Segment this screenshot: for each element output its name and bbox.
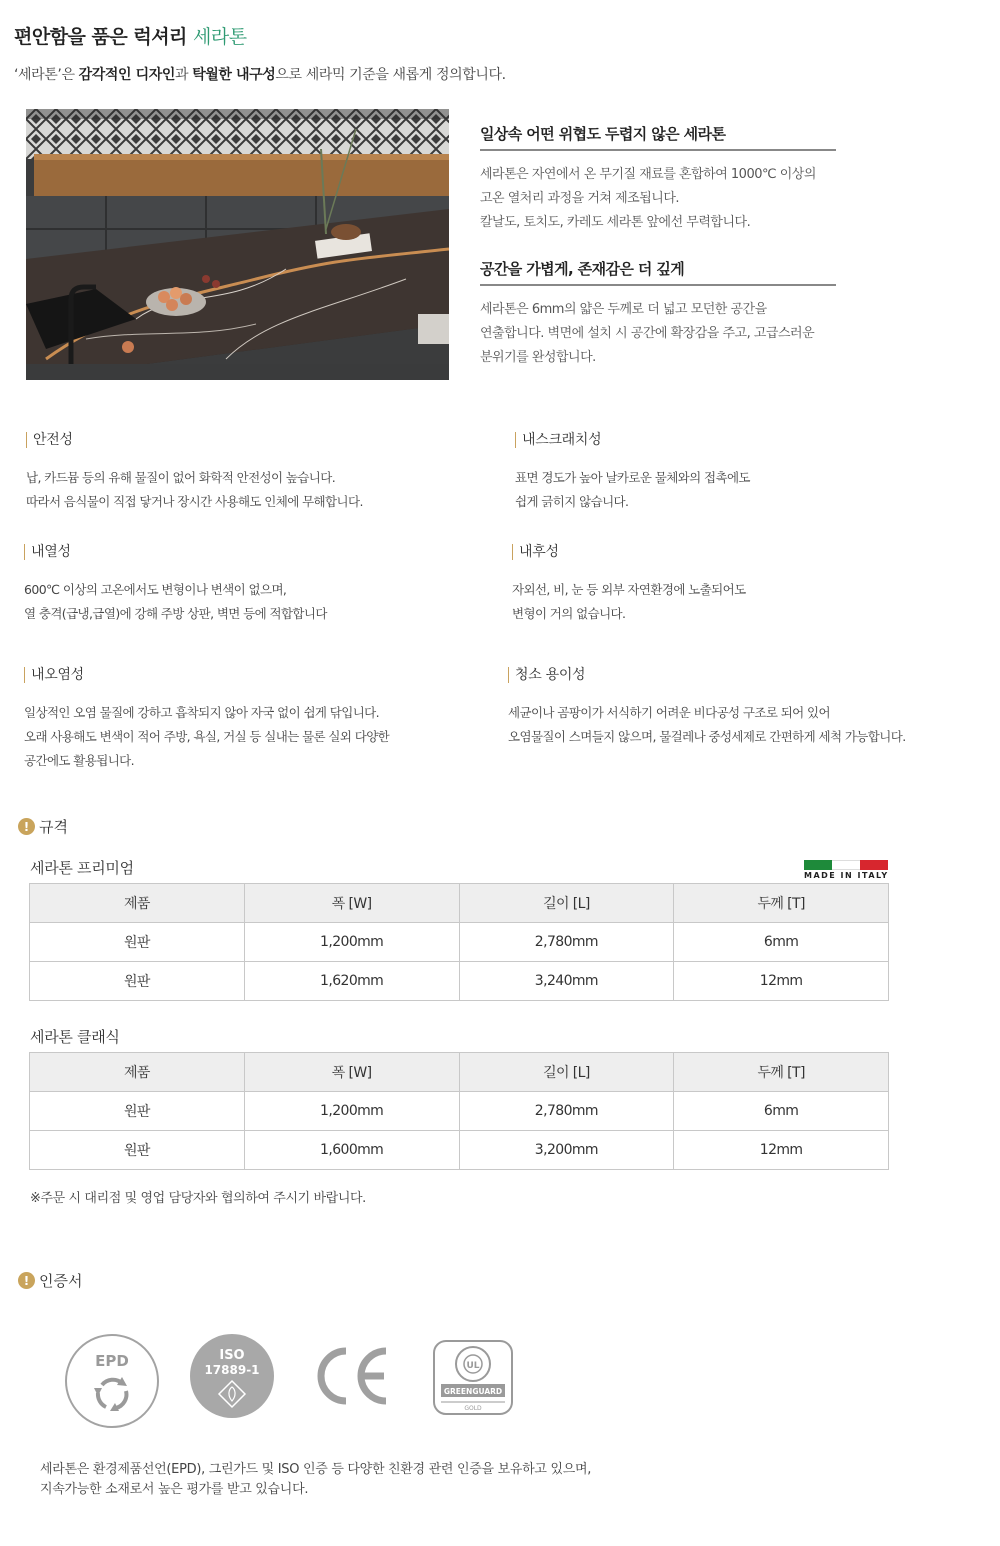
column-header: 제품 — [30, 1053, 245, 1092]
column-header: 길이 [L] — [459, 1053, 674, 1092]
title-accent: 세라톤 — [193, 26, 247, 48]
property-text: 600℃ 이상의 고온에서도 변형이나 변색이 없으며, 열 충격(급냉,급열)에 강해 주방 상판, 벽면 등에 적합합니다 — [24, 582, 327, 621]
subtitle-text: 과 — [175, 67, 193, 83]
property-text: 납, 카드뮴 등의 유해 물질이 없어 화학적 안전성이 높습니다. 따라서 음식물이 직접 닿거나 장시간 사용해도 인체에 무해합니다. — [26, 470, 363, 509]
spec-heading-label: 규격 — [39, 818, 68, 836]
spec-table-premium — [29, 883, 889, 1001]
property-text: 세균이나 곰팡이가 서식하기 어려운 비다공성 구조로 되어 있어 오염물질이 스며들지 않으며, 물걸레나 중성세제로 간편하게 세척 가능합니다. — [508, 705, 906, 744]
table-cell: 원판 — [30, 923, 245, 962]
property-text: 자외선, 비, 눈 등 외부 자연환경에 노출되어도 변형이 거의 없습니다. — [512, 582, 746, 621]
iso-number: 17889-1 — [204, 1363, 260, 1377]
property-title: 내후성 — [512, 544, 972, 560]
property-scratch — [515, 432, 975, 514]
table-title-classic: 세라톤 클래식 — [30, 1028, 120, 1046]
feature-title: 공간을 가볍게, 존재감은 더 깊게 — [480, 258, 836, 286]
spec-heading — [18, 816, 68, 837]
table-cell: 12mm — [674, 1131, 889, 1170]
ul-label: UL — [466, 1361, 480, 1371]
feature-text: 세라톤은 6mm의 얇은 두께로 더 넓고 모던한 공간을 연출합니다. 벽면에 설치 시 공간에 확장감을 주고, 고급스러운 분위기를 완성합니다. — [480, 302, 815, 365]
table-cell: 1,620mm — [244, 962, 459, 1001]
italy-flag-icon — [804, 860, 888, 870]
cert-heading — [18, 1270, 82, 1291]
property-stain — [24, 667, 484, 773]
property-cleaning — [508, 667, 988, 749]
subtitle-bold-durability: 탁월한 내구성 — [192, 67, 276, 83]
table-cell: 6mm — [674, 1092, 889, 1131]
greenguard-label: GREENGUARD — [443, 1387, 503, 1396]
spec-table-classic — [29, 1052, 889, 1170]
table-cell: 3,240mm — [459, 962, 674, 1001]
cert-heading-label: 인증서 — [39, 1272, 83, 1290]
table-row — [30, 923, 889, 962]
table-row — [30, 962, 889, 1001]
page-title — [14, 22, 247, 49]
table-cell: 6mm — [674, 923, 889, 962]
property-title: 안전성 — [26, 432, 486, 448]
subtitle-text: ‘세라톤’은 — [14, 67, 79, 83]
feature-durability — [480, 123, 836, 235]
greenguard-badge — [433, 1340, 513, 1419]
table-cell: 원판 — [30, 1092, 245, 1131]
order-note: ※주문 시 대리점 및 영업 담당자와 협의하여 주시기 바랍니다. — [30, 1191, 366, 1206]
table-row — [30, 1131, 889, 1170]
table-header-row — [30, 1053, 889, 1092]
table-row — [30, 1092, 889, 1131]
iso-badge — [189, 1333, 275, 1423]
table-cell: 1,200mm — [244, 923, 459, 962]
table-cell: 원판 — [30, 1131, 245, 1170]
exclamation-icon: ! — [18, 818, 35, 835]
iso-label: ISO — [219, 1348, 245, 1363]
gold-label: GOLD — [464, 1405, 482, 1412]
made-in-label: MADE IN ITALY — [804, 871, 889, 880]
cert-note: 세라톤은 환경제품선언(EPD), 그린가드 및 ISO 인증 등 다양한 친환경 관련 인증을 보유하고 있으며, 지속가능한 소재로서 높은 평가를 받고 있습니다. — [40, 1462, 592, 1497]
property-safety — [26, 432, 486, 514]
property-title: 청소 용이성 — [508, 667, 988, 683]
property-text: 표면 경도가 높아 날카로운 물체와의 접촉에도 쉽게 긁히지 않습니다. — [515, 470, 750, 509]
table-cell: 1,600mm — [244, 1131, 459, 1170]
title-main: 편안함을 품은 럭셔리 — [14, 26, 194, 48]
property-weather — [512, 544, 972, 626]
column-header: 제품 — [30, 884, 245, 923]
property-title: 내오염성 — [24, 667, 484, 683]
table-cell: 12mm — [674, 962, 889, 1001]
table-cell: 3,200mm — [459, 1131, 674, 1170]
table-title-premium: 세라톤 프리미엄 — [30, 859, 134, 877]
subtitle-text: 으로 세라믹 기준을 새롭게 정의합니다. — [275, 67, 506, 83]
column-header: 길이 [L] — [459, 884, 674, 923]
property-heat — [24, 544, 484, 626]
subtitle-bold-design: 감각적인 디자인 — [78, 67, 175, 83]
table-cell: 2,780mm — [459, 923, 674, 962]
table-cell: 1,200mm — [244, 1092, 459, 1131]
table-header-row — [30, 884, 889, 923]
epd-badge — [64, 1333, 160, 1433]
feature-space — [480, 258, 836, 370]
property-title: 내스크래치성 — [515, 432, 975, 448]
page-subtitle — [14, 64, 506, 84]
ce-mark-icon — [312, 1345, 392, 1411]
feature-title: 일상속 어떤 위협도 두렵지 않은 세라톤 — [480, 123, 836, 151]
epd-label: EPD — [95, 1352, 129, 1370]
table-cell: 원판 — [30, 962, 245, 1001]
made-in-italy-badge — [804, 860, 888, 880]
property-text: 일상적인 오염 물질에 강하고 흡착되지 않아 자국 없이 쉽게 닦입니다. 오래 사용해도 변색이 적어 주방, 욕실, 거실 등 실내는 물론 실외 다양한 공간에도 활용됩니다. — [24, 705, 390, 768]
kitchen-photo — [26, 109, 449, 380]
table-cell: 2,780mm — [459, 1092, 674, 1131]
column-header: 폭 [W] — [244, 884, 459, 923]
column-header: 두께 [T] — [674, 1053, 889, 1092]
column-header: 폭 [W] — [244, 1053, 459, 1092]
exclamation-icon: ! — [18, 1272, 35, 1289]
property-title: 내열성 — [24, 544, 484, 560]
column-header: 두께 [T] — [674, 884, 889, 923]
feature-text: 세라톤은 자연에서 온 무기질 재료를 혼합하여 1000℃ 이상의 고온 열처리 과정을 거쳐 제조됩니다. 칼날도, 토치도, 카레도 세라톤 앞에선 무력합니다. — [480, 167, 816, 230]
